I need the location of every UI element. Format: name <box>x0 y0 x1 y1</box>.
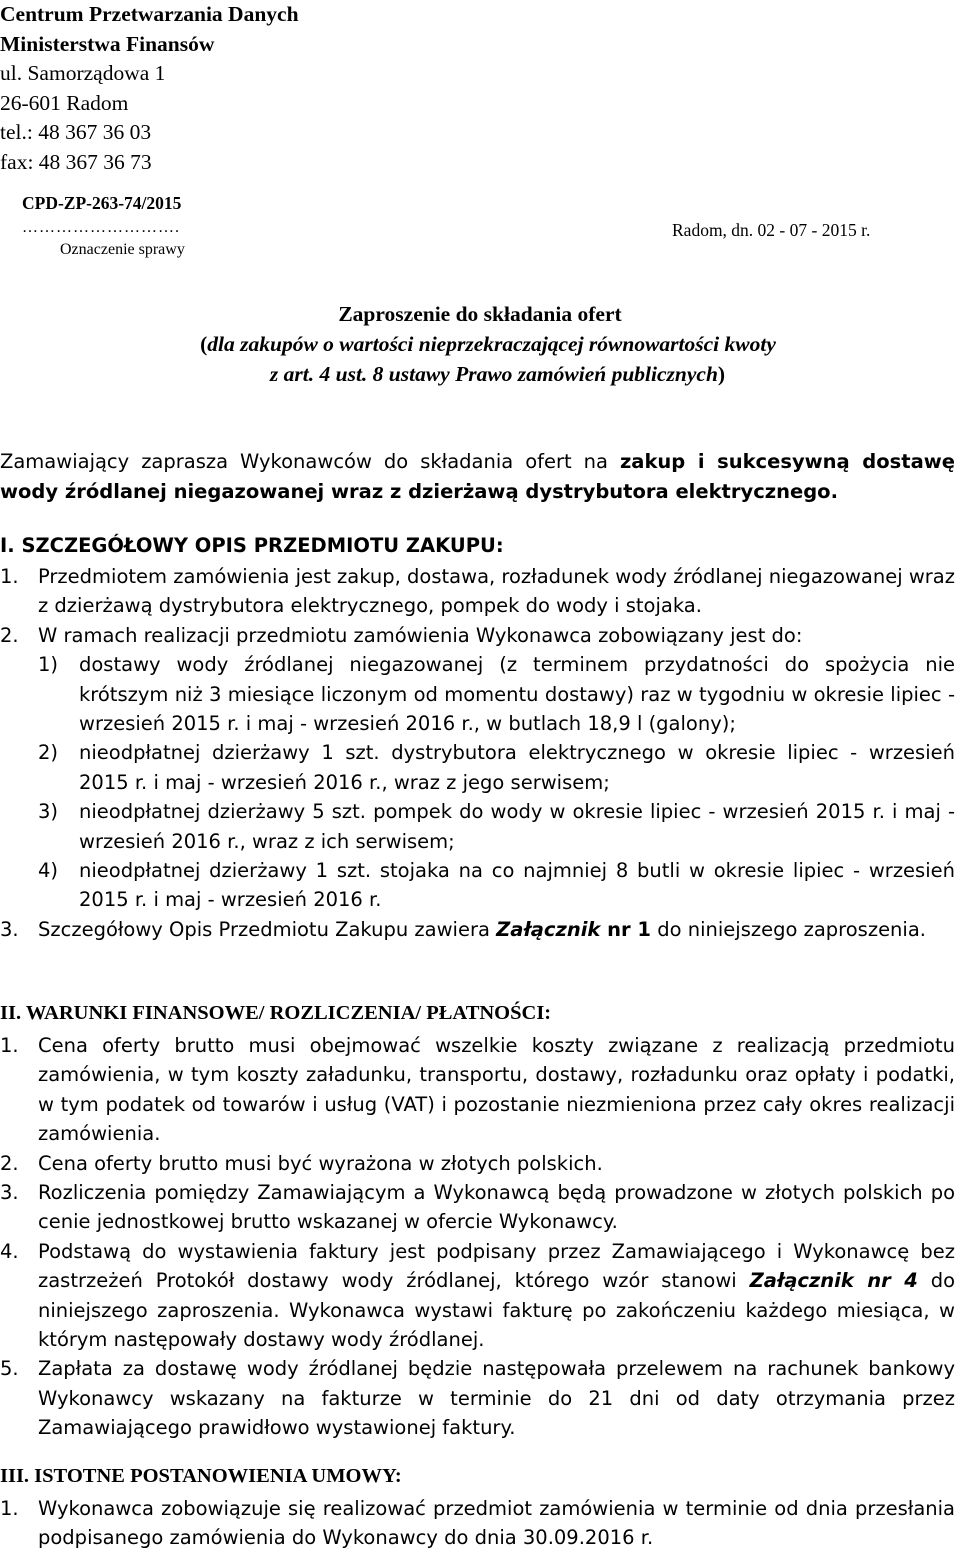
list-item: 1. Cena oferty brutto musi obejmować wszelkie koszty związane z realizacją przedmiotu zamówienia, w tym koszty załadunku, transportu, dostawy, rozładunku oraz opłaty i podatki, w tym podatek od towarów i usług (VAT) i pozostanie niezmieniona przez cały okres realizacji zamówienia. <box>0 1034 955 1146</box>
intro-paragraph: Zamawiający zaprasza Wykonawców do składania ofert na zakup i sukcesywną dostawę wody źródlanej niegazowanej wraz z dzierżawą dystrybutora elektrycznego. <box>0 450 955 503</box>
section3-list <box>0 1494 955 1553</box>
document-date: Radom, dn. 02 - 07 - 2015 r. <box>672 220 871 240</box>
section1-heading: I. SZCZEGÓŁOWY OPIS PRZEDMIOTU ZAKUPU: <box>0 534 504 557</box>
section3-heading: III. ISTOTNE POSTANOWIENIA UMOWY: <box>0 1465 402 1487</box>
sub-list-item: 3) nieodpłatnej dzierżawy 5 szt. pompek do wody w okresie lipiec - wrzesień 2015 r. i maj - wrzesień 2016 r., wraz z ich serwisem; <box>38 800 955 853</box>
list-item: 1. Przedmiotem zamówienia jest zakup, dostawa, rozładunek wody źródlanej niegazowanej wraz z dzierżawą dystrybutora elektrycznego, pompek do wody i stojaka. <box>0 565 955 618</box>
list-item: 2. Cena oferty brutto musi być wyrażona w złotych polskich. <box>0 1151 603 1175</box>
sender-block <box>0 0 299 177</box>
list-item: 5. Zapłata za dostawę wody źródlanej będzie następowała przelewem na rachunek bankowy Wykonawcy wskazany na fakturze w terminie do 21 dni od daty otrzymania przez Zamawiającego prawidłowo wystawionej faktury. <box>0 1357 955 1440</box>
title-line3: z art. 4 ust. 8 ustawy Prawo zamówień publicznych) <box>269 362 726 386</box>
section1-list <box>0 562 955 944</box>
title-line2: (dla zakupów o wartości nieprzekraczającej równowartości kwoty <box>200 332 776 356</box>
document-title <box>0 299 960 389</box>
section2-list <box>0 1031 955 1443</box>
list-item: 1. Wykonawca zobowiązuje się realizować przedmiot zamówienia w terminie od dnia przesłania podpisanego zamówienia do Wykonawcy do dnia 30.09.2016 r. <box>0 1497 955 1550</box>
phone-number: tel.: 48 367 36 03 <box>0 120 152 144</box>
address-street: ul. Samorządowa 1 <box>0 61 166 85</box>
sub-list-item: 2) nieodpłatnej dzierżawy 1 szt. dystrybutora elektrycznego w okresie lipiec - wrzesień 2015 r. i maj - wrzesień 2016 r., wraz z jego serwisem; <box>38 741 955 794</box>
section2-heading: II. WARUNKI FINANSOWE/ ROZLICZENIA/ PŁATNOŚCI: <box>0 1002 552 1024</box>
list-item: 2. W ramach realizacji przedmiotu zamówienia Wykonawca zobowiązany jest do: <box>0 623 803 647</box>
org-name-line1: Centrum Przetwarzania Danych <box>0 2 299 26</box>
list-item: 4. Podstawą do wystawienia faktury jest podpisany przez Zamawiającego i Wykonawcę bez zastrzeżeń Protokół dostawy wody źródlanej, którego wzór stanowi Załącznik nr 4 do niniejszego zaproszenia. Wykonawca wystawi fakturę po zakończeniu każdego miesiąca, w którym następowały dostawy wody źródlanej. <box>0 1239 956 1352</box>
sub-list-item: 4) nieodpłatnej dzierżawy 1 szt. stojaka na co najmniej 8 butli w okresie lipiec - wrzesień 2015 r. i maj - wrzesień 2016 r. <box>38 859 955 912</box>
org-name-line2: Ministerstwa Finansów <box>0 31 215 56</box>
fax-number: fax: 48 367 36 73 <box>0 149 152 174</box>
list-item: 3. Rozliczenia pomiędzy Zamawiającym a Wykonawcą będą prowadzone w złotych polskich po cenie jednostkowej brutto wskazanej w ofercie Wykonawcy. <box>0 1181 955 1234</box>
address-city: 26-601 Radom <box>0 90 129 115</box>
case-label: Oznaczenie sprawy <box>60 241 185 258</box>
case-number: CPD-ZP-263-74/2015 <box>22 193 182 213</box>
list-item: 3. Szczegółowy Opis Przedmiotu Zakupu zawiera Załącznik nr 1 do niniejszego zaproszenia. <box>0 917 926 941</box>
title-line1: Zaproszenie do składania ofert <box>338 302 622 326</box>
sub-list-item: 1) dostawy wody źródlanej niegazowanej (z terminem przydatności do spożycia nie krótszym niż 3 miesiące liczonym od momentu dostawy) raz w tygodniu w okresie lipiec - wrzesień 2015 r. i maj - wrzesień 2016 r., w butlach 18,9 l (galony); <box>38 653 955 736</box>
case-dots: ………………………. <box>22 219 180 236</box>
